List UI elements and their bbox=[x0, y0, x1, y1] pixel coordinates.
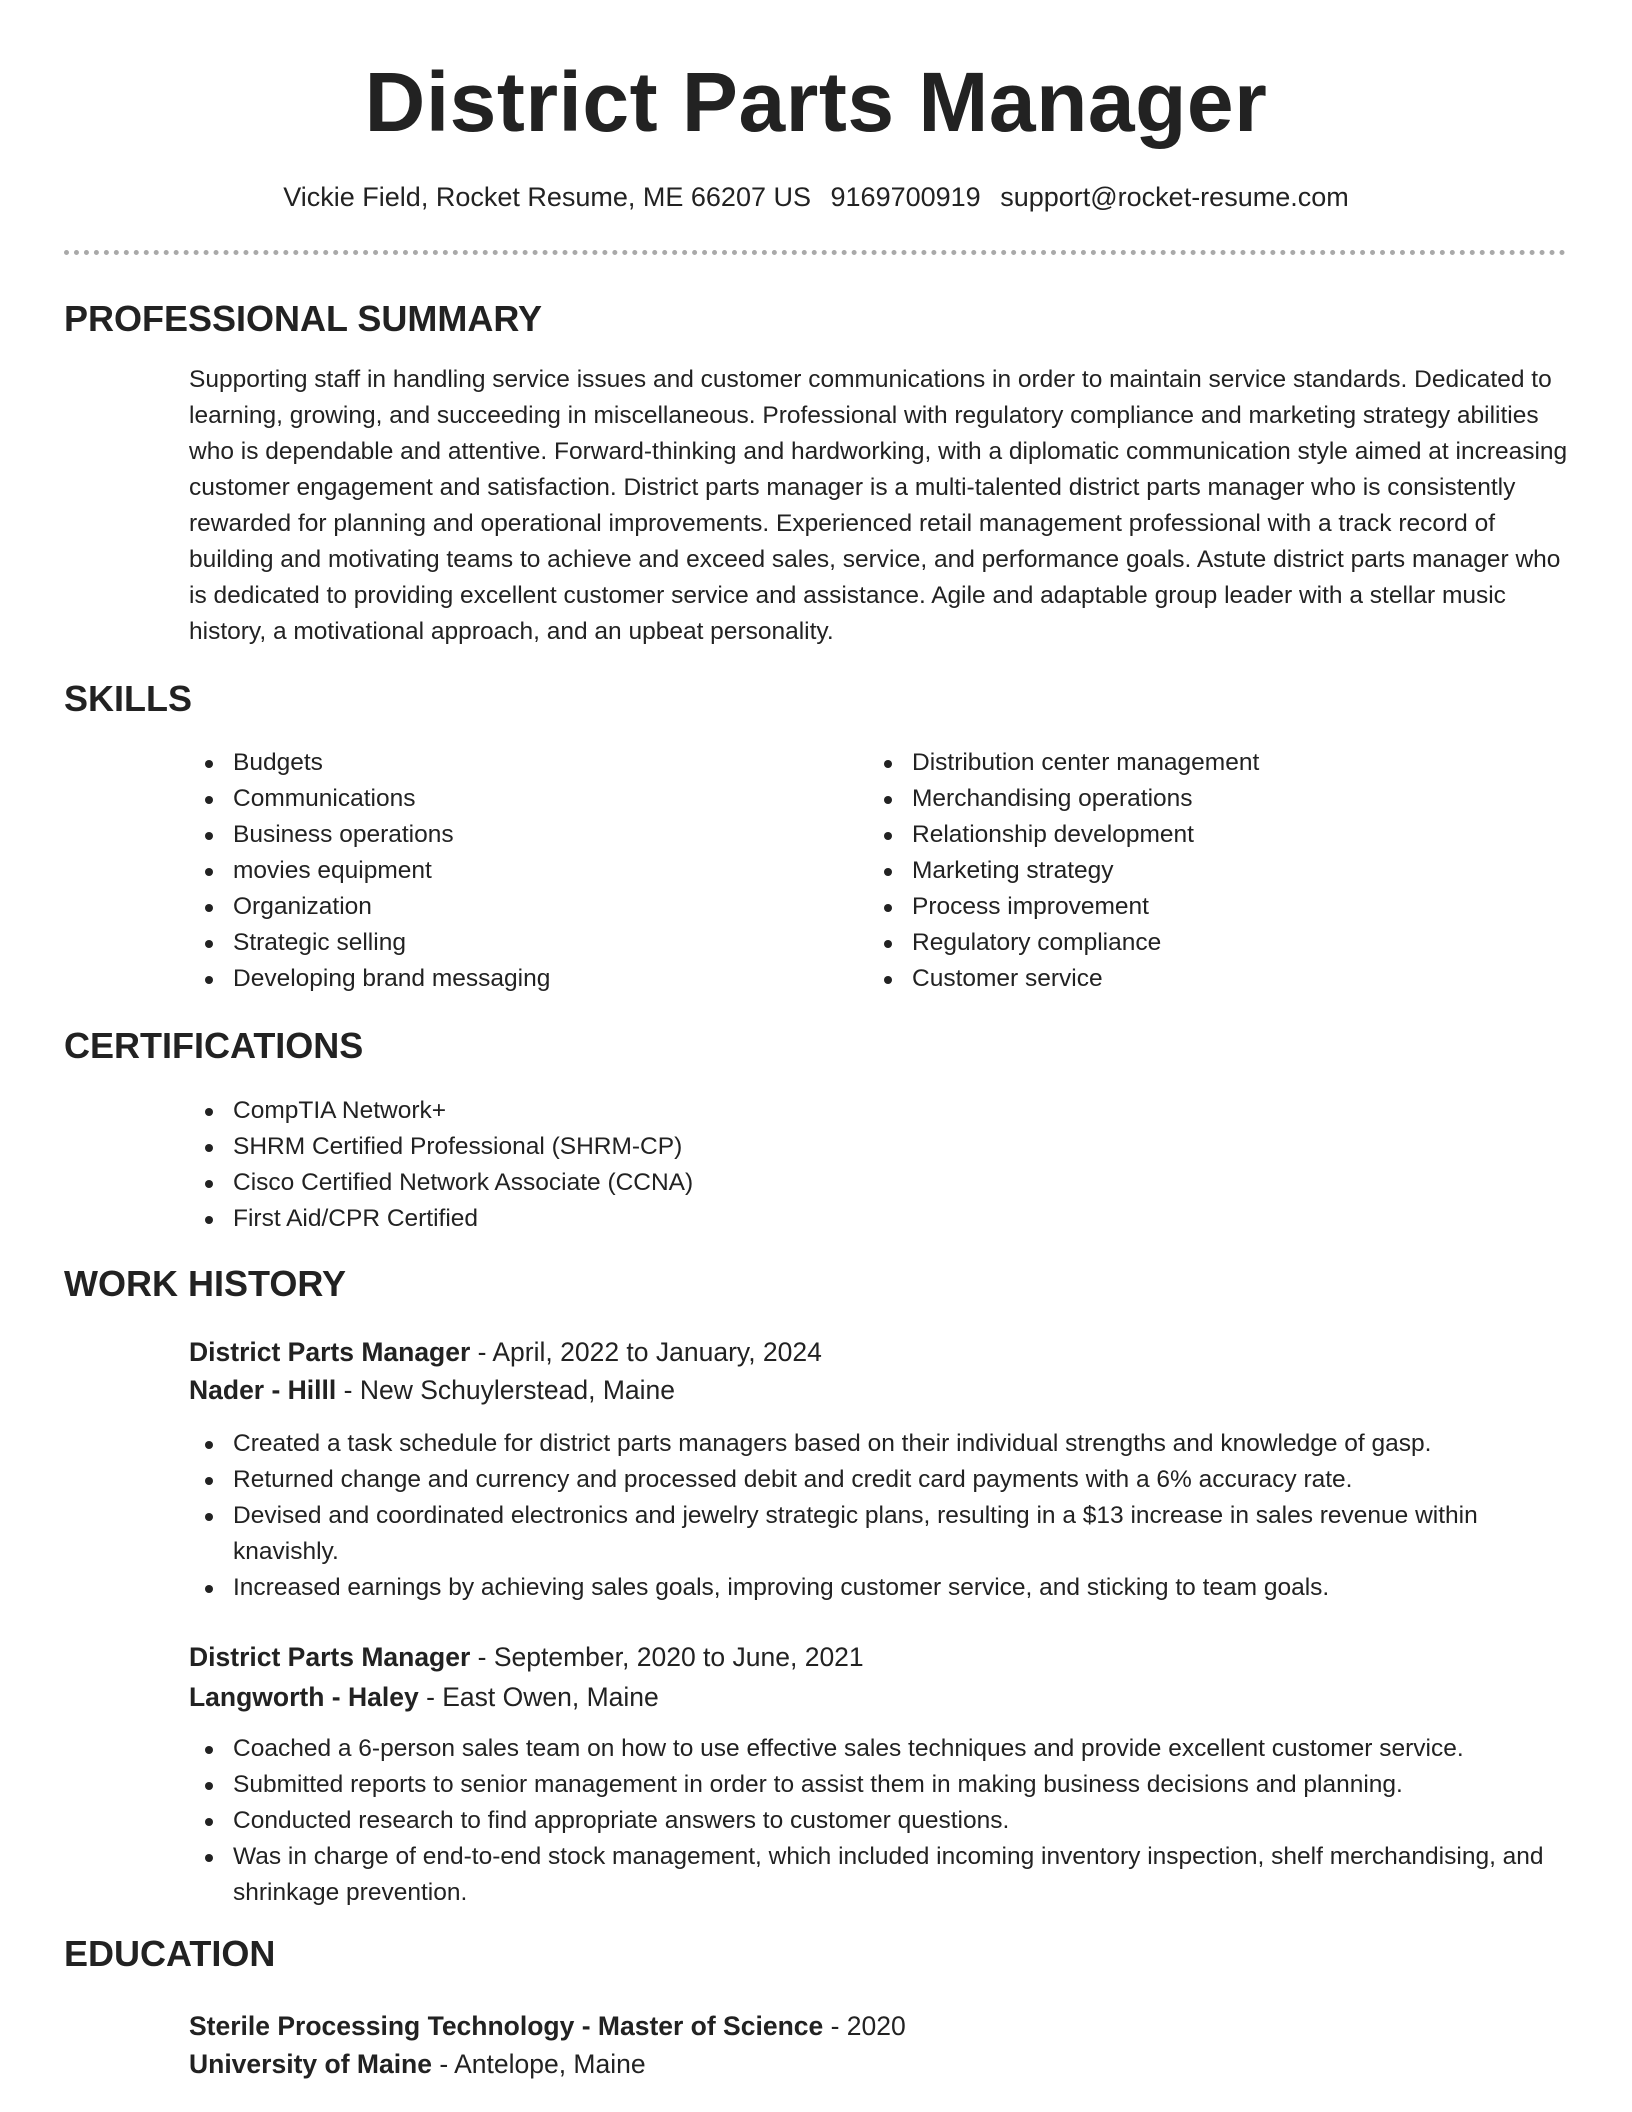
job-dates: - September, 2020 to June, 2021 bbox=[470, 1642, 864, 1672]
contact-address: Vickie Field, Rocket Resume, ME 66207 US bbox=[283, 182, 811, 212]
job-bullet: Was in charge of end-to-end stock management, which included incoming inventory inspection, shelf merchandising, and shrinkage prevention. bbox=[189, 1839, 1569, 1911]
work-section bbox=[64, 1262, 1568, 1306]
job-company-line bbox=[189, 1679, 659, 1715]
skill-item: Relationship development bbox=[868, 817, 1568, 853]
education-degree: Sterile Processing Technology - Master of Science bbox=[189, 2011, 824, 2041]
header-divider bbox=[64, 250, 1566, 255]
job-company: Nader - Hilll bbox=[189, 1375, 337, 1405]
contact-email: support@rocket-resume.com bbox=[1000, 182, 1349, 212]
job-bullet: Increased earnings by achieving sales goals, improving customer service, and sticking to team goals. bbox=[189, 1570, 1569, 1606]
job-location: - East Owen, Maine bbox=[418, 1682, 659, 1712]
skill-item: Strategic selling bbox=[189, 925, 829, 961]
education-school: University of Maine bbox=[189, 2049, 432, 2079]
education-degree-line bbox=[189, 2008, 906, 2044]
skill-item: Regulatory compliance bbox=[868, 925, 1568, 961]
job-position: District Parts Manager bbox=[189, 1337, 471, 1367]
skill-item: Marketing strategy bbox=[868, 853, 1568, 889]
certification-item: Cisco Certified Network Associate (CCNA) bbox=[189, 1165, 1189, 1201]
skill-item: Customer service bbox=[868, 961, 1568, 997]
skill-item: Communications bbox=[189, 781, 829, 817]
summary-section bbox=[64, 297, 1568, 341]
summary-heading: PROFESSIONAL SUMMARY bbox=[64, 298, 543, 339]
skill-item: Business operations bbox=[189, 817, 829, 853]
education-heading: EDUCATION bbox=[64, 1933, 276, 1974]
certification-item: CompTIA Network+ bbox=[189, 1093, 1189, 1129]
summary-text: Supporting staff in handling service issues and customer communications in order to maintain service standards. Dedicated to learning, growing, and succeeding in miscellaneous. Professional with regulatory compliance and marketing strategy abilities who is dependable and attentive. Forward-thinking and hardworking, with a diplomatic communication style aimed at increasing customer engagement and satisfaction. District parts manager is a multi-talented district parts manager who is consistently rewarded for planning and operational improvements. Experienced retail management professional with a track record of building and motivating teams to achieve and exceed sales, service, and performance goals. Astute district parts manager who is dedicated to providing excellent customer service and assistance. Agile and adaptable group leader with a stellar music history, a motivational approach, and an upbeat personality. bbox=[189, 366, 1568, 645]
certifications-list bbox=[189, 1093, 1189, 1237]
job-bullet: Coached a 6-person sales team on how to use effective sales techniques and provide excellent customer service. bbox=[189, 1731, 1569, 1767]
skills-list-right bbox=[868, 745, 1568, 997]
education-section bbox=[64, 1932, 1568, 1976]
job-title-line bbox=[189, 1639, 864, 1675]
education-location: - Antelope, Maine bbox=[431, 2049, 646, 2079]
certification-item: SHRM Certified Professional (SHRM-CP) bbox=[189, 1129, 1189, 1165]
job-bullet: Returned change and currency and processed debit and credit card payments with a 6% accuracy rate. bbox=[189, 1462, 1569, 1498]
skill-item: Distribution center management bbox=[868, 745, 1568, 781]
skill-item: Process improvement bbox=[868, 889, 1568, 925]
skill-item: movies equipment bbox=[189, 853, 829, 889]
job-company: Langworth - Haley bbox=[189, 1682, 419, 1712]
job-title-line bbox=[189, 1334, 822, 1370]
job-bullets bbox=[189, 1426, 1569, 1606]
certifications-heading: CERTIFICATIONS bbox=[64, 1025, 364, 1066]
work-heading: WORK HISTORY bbox=[64, 1263, 347, 1304]
certifications-section bbox=[64, 1024, 1568, 1068]
job-dates: - April, 2022 to January, 2024 bbox=[470, 1337, 822, 1367]
skills-section bbox=[64, 677, 1568, 721]
contact-line bbox=[0, 180, 1632, 214]
job-bullet: Created a task schedule for district parts managers based on their individual strengths and knowledge of gasp. bbox=[189, 1426, 1569, 1462]
job-bullet: Conducted research to find appropriate answers to customer questions. bbox=[189, 1803, 1569, 1839]
education-year: - 2020 bbox=[823, 2011, 906, 2041]
skill-item: Developing brand messaging bbox=[189, 961, 829, 997]
certification-item: First Aid/CPR Certified bbox=[189, 1201, 1189, 1237]
education-school-line bbox=[189, 2046, 646, 2082]
job-bullets bbox=[189, 1731, 1569, 1911]
job-bullet: Devised and coordinated electronics and jewelry strategic plans, resulting in a $13 increase in sales revenue within knavishly. bbox=[189, 1498, 1569, 1570]
job-position: District Parts Manager bbox=[189, 1642, 471, 1672]
job-company-line bbox=[189, 1372, 675, 1408]
job-bullet: Submitted reports to senior management in order to assist them in making business decisions and planning. bbox=[189, 1767, 1569, 1803]
resume-title: District Parts Manager bbox=[364, 55, 1268, 149]
skill-item: Budgets bbox=[189, 745, 829, 781]
skill-item: Merchandising operations bbox=[868, 781, 1568, 817]
skill-item: Organization bbox=[189, 889, 829, 925]
job-location: - New Schuylerstead, Maine bbox=[336, 1375, 676, 1405]
skills-heading: SKILLS bbox=[64, 678, 193, 719]
contact-phone: 9169700919 bbox=[830, 182, 981, 212]
skills-list-left bbox=[189, 745, 829, 997]
